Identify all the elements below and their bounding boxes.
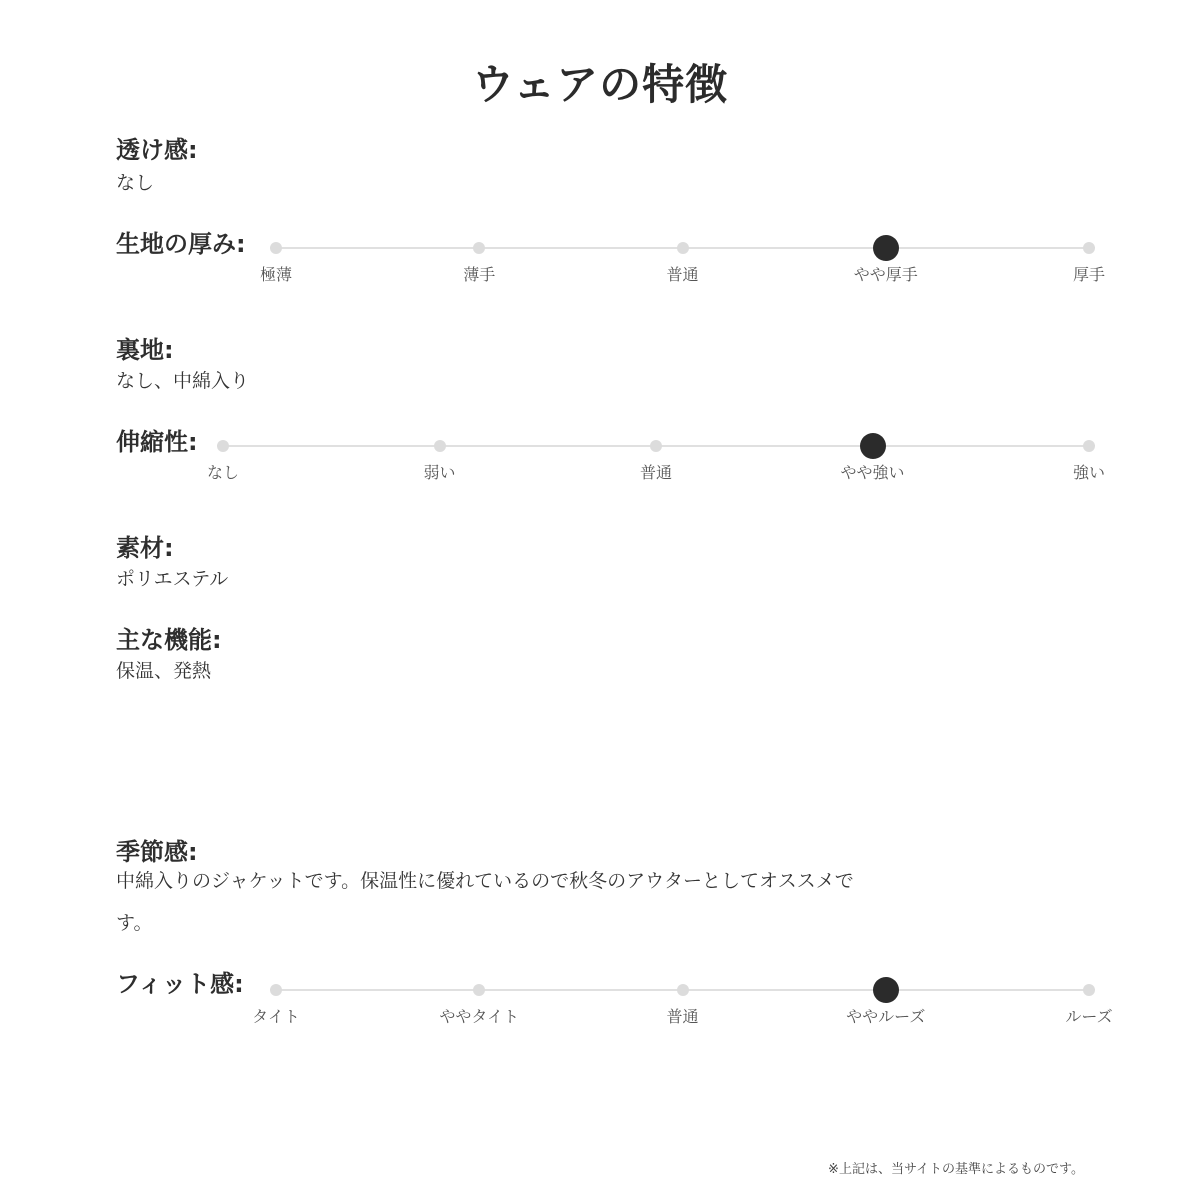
stretch-scale-label: なし: [206, 463, 239, 482]
fit-scale-dot: [677, 984, 689, 996]
fit-scale-label: ややルーズ: [846, 1007, 926, 1026]
stretch-scale-dot-selected: [860, 433, 886, 459]
transparency-value: なし: [116, 172, 155, 194]
thickness-scale: [259, 238, 1105, 298]
fit-label: フィット感:: [116, 970, 244, 998]
season-value: 中綿入りのジャケットです。保温性に優れているので秋冬のアウターとしてオススメです。: [116, 870, 854, 934]
fit-scale-label: タイト: [252, 1007, 300, 1026]
fit-scale-label: ややタイト: [439, 1007, 520, 1026]
stretch-scale: [206, 436, 1105, 496]
functions-label: 主な機能:: [116, 626, 222, 654]
footnote: ※上記は、当サイトの基準によるものです。: [828, 1162, 1084, 1177]
material-label: 素材:: [116, 534, 174, 562]
thickness-scale-dot: [677, 242, 689, 254]
thickness-label: 生地の厚み:: [116, 230, 246, 258]
stretch-label: 伸縮性:: [116, 428, 198, 456]
transparency-label: 透け感:: [116, 136, 198, 164]
stretch-scale-dot: [1083, 440, 1095, 452]
fit-scale-label: 普通: [666, 1007, 699, 1026]
thickness-scale-label: 厚手: [1072, 265, 1105, 284]
thickness-scale-label: 極薄: [259, 265, 292, 284]
stretch-scale-label: やや強い: [840, 463, 905, 482]
fit-scale-dot: [1083, 984, 1095, 996]
thickness-scale-dot: [270, 242, 282, 254]
fit-scale-dot: [473, 984, 485, 996]
functions-value: 保温、発熱: [116, 660, 212, 682]
fit-scale-dot: [270, 984, 282, 996]
fit-scale: [252, 980, 1113, 1040]
season-label: 季節感:: [116, 838, 198, 866]
thickness-scale-label: 薄手: [463, 265, 496, 284]
lining-label: 裏地:: [116, 336, 174, 364]
stretch-scale-dot: [217, 440, 229, 452]
fit-scale-dot-selected: [873, 977, 899, 1003]
stretch-scale-label: 普通: [639, 463, 672, 482]
thickness-scale-dot: [1083, 242, 1095, 254]
lining-value: なし、中綿入り: [116, 370, 250, 392]
thickness-scale-label: やや厚手: [853, 265, 918, 284]
thickness-scale-dot-selected: [873, 235, 899, 261]
page-title: ウェアの特徴: [471, 60, 729, 109]
stretch-scale-dot: [434, 440, 446, 452]
stretch-scale-label: 弱い: [423, 463, 456, 482]
material-value: ポリエステル: [116, 568, 229, 590]
fit-scale-label: ルーズ: [1065, 1007, 1113, 1026]
stretch-scale-label: 強い: [1072, 463, 1105, 482]
stretch-scale-dot: [650, 440, 662, 452]
thickness-scale-label: 普通: [666, 265, 699, 284]
thickness-scale-dot: [473, 242, 485, 254]
